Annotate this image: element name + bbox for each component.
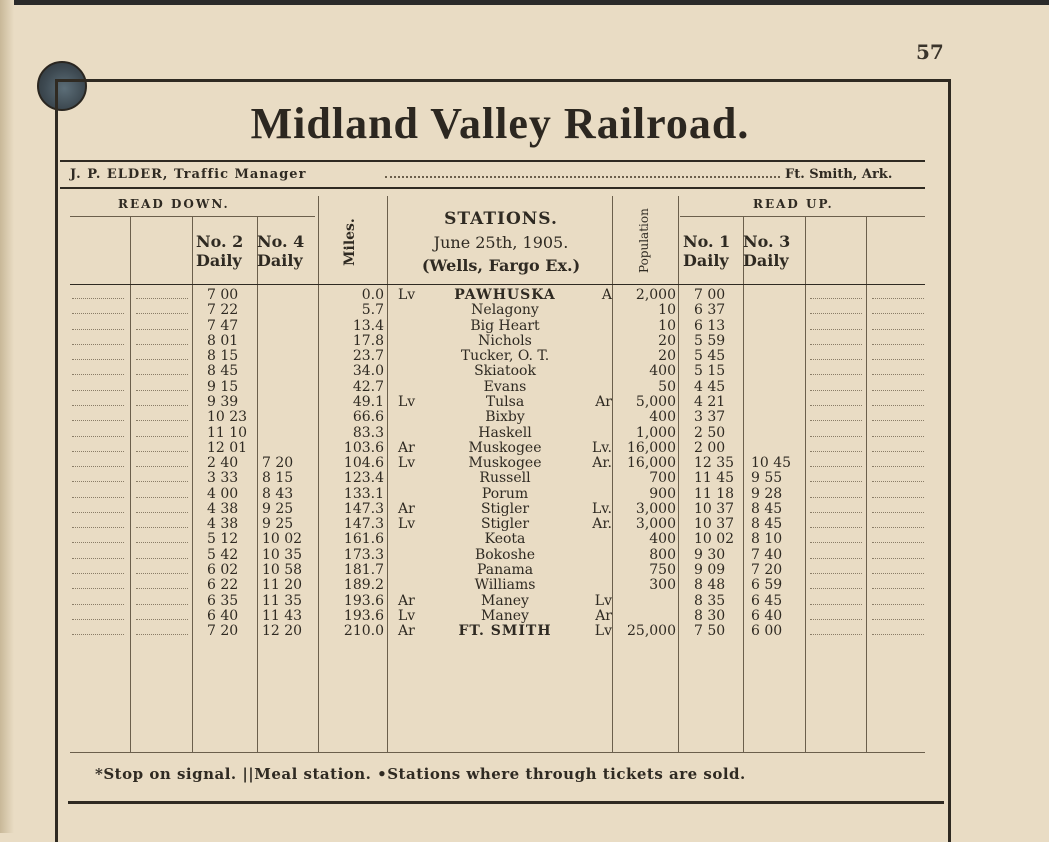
miles-value: 147.3	[343, 500, 384, 517]
miles-value: 23.7	[352, 348, 384, 365]
train-no2-time: 4 00	[207, 485, 239, 502]
leader-line	[810, 481, 862, 482]
train-no2-time: 11 10	[207, 424, 248, 441]
train-no2-time: 10 23	[207, 409, 248, 426]
leader-line	[872, 390, 924, 391]
leader-line	[872, 512, 924, 513]
traffic-manager: J. P. ELDER, Traffic Manager	[70, 167, 307, 182]
leader-line	[872, 451, 924, 452]
table-row	[0, 548, 1049, 563]
leader-line	[72, 390, 124, 391]
leader-line	[872, 298, 924, 299]
train-no2-time: 4 38	[207, 500, 239, 517]
leader-line	[872, 634, 924, 635]
miles-value: 210.0	[343, 623, 384, 640]
population-value: 400	[649, 409, 676, 426]
miles-value: 17.8	[352, 332, 384, 349]
population-value: 10	[658, 302, 676, 319]
population-header: Population	[637, 208, 651, 273]
train-no1-time: 2 50	[694, 424, 726, 441]
train-no3-time: 6 40	[751, 607, 783, 624]
leader-line	[810, 634, 862, 635]
train-no1-time: 9 30	[694, 546, 726, 563]
station-name: Panama	[476, 562, 534, 579]
leader-line	[810, 329, 862, 330]
station-name: Keota	[484, 531, 526, 548]
table-row	[0, 517, 1049, 532]
leader-line	[810, 558, 862, 559]
leader-line	[872, 374, 924, 375]
train-no4-time: 9 25	[262, 500, 294, 517]
train-no1-time: 2 00	[694, 439, 726, 456]
leader-line	[136, 481, 188, 482]
leader-line	[72, 436, 124, 437]
table-row	[0, 609, 1049, 624]
train-no1-time: 3 37	[694, 409, 726, 426]
direction-right: Lv.	[592, 500, 612, 517]
train-no2-time: 6 02	[207, 562, 239, 579]
train-no3-time: 8 45	[751, 500, 783, 517]
miles-value: 181.7	[343, 562, 384, 579]
train-no2-time: 6 40	[207, 607, 239, 624]
col-no1-header: No. 1 Daily	[683, 232, 731, 270]
leader-line	[136, 436, 188, 437]
leader-line	[136, 497, 188, 498]
train-no1-time: 10 02	[694, 531, 735, 548]
train-no3-time: 10 45	[751, 455, 792, 472]
train-no3-time: 7 20	[751, 562, 783, 579]
population-value: 50	[658, 378, 676, 395]
station-name: Muskogee	[468, 455, 542, 472]
leader-line	[872, 466, 924, 467]
leader-line	[136, 512, 188, 513]
leader-line	[72, 451, 124, 452]
table-row	[0, 410, 1049, 425]
population-value: 700	[649, 470, 676, 487]
leader-line	[136, 374, 188, 375]
table-row	[0, 594, 1049, 609]
direction-right: Ar	[595, 607, 612, 624]
station-name: Porum	[481, 485, 529, 502]
train-no3-time: 8 45	[751, 516, 783, 533]
table-row	[0, 303, 1049, 318]
miles-value: 133.1	[343, 485, 384, 502]
train-no1-time: 7 00	[694, 287, 726, 303]
train-no1-time: 9 09	[694, 562, 726, 579]
station-name: Tucker, O. T.	[460, 348, 550, 365]
direction-right: Lv	[594, 623, 612, 640]
train-no4-time: 11 35	[262, 592, 303, 609]
direction-left: Lv	[398, 516, 416, 533]
miles-value: 189.2	[343, 577, 384, 594]
leader-line	[136, 420, 188, 421]
station-name: Williams	[474, 577, 536, 594]
leader-line	[72, 588, 124, 589]
table-row	[0, 502, 1049, 517]
miles-value: 0.0	[361, 287, 384, 303]
header-rule	[60, 187, 925, 189]
direction-left: Lv	[398, 287, 416, 303]
leader-line	[810, 298, 862, 299]
leader-line	[72, 542, 124, 543]
station-name: Big Heart	[470, 317, 540, 334]
leader-line	[136, 634, 188, 635]
train-no2-time: 6 35	[207, 592, 239, 609]
direction-left: Ar	[398, 623, 415, 640]
title-rule	[60, 160, 925, 162]
leader-line	[810, 420, 862, 421]
direction-left: Ar	[398, 592, 415, 609]
population-value: 1,000	[635, 424, 676, 441]
miles-value: 103.6	[343, 439, 384, 456]
train-no4-time: 8 43	[262, 485, 294, 502]
leader-dots	[385, 176, 780, 178]
leader-line	[72, 619, 124, 620]
direction-left: Ar	[398, 500, 415, 517]
table-row	[0, 487, 1049, 502]
station-name: Haskell	[478, 424, 532, 441]
miles-value: 104.6	[343, 455, 384, 472]
table-row	[0, 349, 1049, 364]
station-name: Nelagony	[471, 302, 539, 319]
leader-line	[810, 466, 862, 467]
train-no3-time: 9 28	[751, 485, 783, 502]
population-value: 16,000	[627, 439, 676, 456]
leader-line	[72, 604, 124, 605]
read-up-rule	[680, 216, 925, 217]
leader-line	[872, 588, 924, 589]
miles-value: 5.7	[361, 302, 384, 319]
train-no2-time: 9 15	[207, 378, 239, 395]
train-no2-time: 7 47	[207, 317, 239, 334]
page-title: Midland Valley Railroad.	[250, 99, 750, 148]
leader-line	[810, 451, 862, 452]
train-no4-time: 8 15	[262, 470, 294, 487]
headquarters: Ft. Smith, Ark.	[785, 167, 893, 182]
read-up-label: READ UP.	[753, 197, 834, 211]
train-no1-time: 8 35	[694, 592, 726, 609]
leader-line	[810, 512, 862, 513]
leader-line	[72, 298, 124, 299]
leader-line	[72, 359, 124, 360]
train-no2-time: 8 45	[207, 363, 239, 380]
miles-value: 193.6	[343, 607, 384, 624]
miles-value: 161.6	[343, 531, 384, 548]
train-no3-time: 9 55	[751, 470, 783, 487]
train-no1-time: 11 45	[694, 470, 735, 487]
table-row	[0, 578, 1049, 593]
leader-line	[872, 497, 924, 498]
train-no2-time: 3 33	[207, 470, 239, 487]
leader-line	[810, 390, 862, 391]
page-number: 57	[916, 40, 944, 64]
train-no4-time: 10 02	[262, 531, 303, 548]
train-no2-time: 9 39	[207, 393, 239, 410]
station-name: Bokoshe	[474, 546, 536, 563]
leader-line	[136, 588, 188, 589]
leader-line	[72, 558, 124, 559]
station-name: Muskogee	[468, 439, 542, 456]
train-no1-time: 6 37	[694, 302, 726, 319]
table-row	[0, 288, 1049, 303]
train-no4-time: 11 43	[262, 607, 303, 624]
station-name: Russell	[479, 470, 531, 487]
leader-line	[136, 359, 188, 360]
train-no2-time: 4 38	[207, 516, 239, 533]
population-value: 16,000	[627, 455, 676, 472]
footer-notes: *Stop on signal. ||Meal station. •Stations where through tickets are sold.	[95, 765, 746, 783]
population-value: 3,000	[635, 516, 676, 533]
station-name: Maney	[481, 607, 529, 624]
table-row	[0, 334, 1049, 349]
table-row	[0, 441, 1049, 456]
population-value: 20	[658, 332, 676, 349]
stations-header: STATIONS. June 25th, 1905. (Wells, Fargo Ex.)	[421, 209, 581, 275]
leader-line	[810, 619, 862, 620]
miles-value: 173.3	[343, 546, 384, 563]
miles-value: 123.4	[343, 470, 384, 487]
train-no4-time: 12 20	[262, 623, 303, 640]
leader-line	[136, 329, 188, 330]
train-no4-time: 11 20	[262, 577, 303, 594]
leader-line	[872, 527, 924, 528]
train-no3-time: 7 40	[751, 546, 783, 563]
leader-line	[136, 390, 188, 391]
col-no2-header: No. 2 Daily	[196, 232, 244, 270]
table-row	[0, 380, 1049, 395]
train-no1-time: 10 37	[694, 500, 735, 517]
direction-right: Lv.	[592, 439, 612, 456]
train-no4-time: 9 25	[262, 516, 294, 533]
table-bottom-rule	[70, 752, 925, 753]
population-value: 5,000	[635, 393, 676, 410]
table-row	[0, 426, 1049, 441]
train-no2-time: 2 40	[207, 455, 239, 472]
miles-header: Miles.	[342, 218, 358, 266]
leader-line	[872, 619, 924, 620]
leader-line	[810, 405, 862, 406]
population-value: 750	[649, 562, 676, 579]
table-row	[0, 456, 1049, 471]
direction-left: Lv	[398, 455, 416, 472]
miles-value: 42.7	[352, 378, 384, 395]
leader-line	[872, 313, 924, 314]
leader-line	[72, 420, 124, 421]
train-no1-time: 6 13	[694, 317, 726, 334]
leader-line	[136, 542, 188, 543]
leader-line	[810, 573, 862, 574]
train-no3-time: 6 45	[751, 592, 783, 609]
population-value: 400	[649, 531, 676, 548]
col-no4-header: No. 4 Daily	[257, 232, 305, 270]
leader-line	[810, 604, 862, 605]
train-no1-time: 4 21	[694, 393, 726, 410]
train-no1-time: 11 18	[694, 485, 735, 502]
leader-line	[810, 527, 862, 528]
leader-line	[136, 558, 188, 559]
population-value: 10	[658, 317, 676, 334]
miles-value: 66.6	[352, 409, 384, 426]
leader-line	[872, 481, 924, 482]
train-no4-time: 10 58	[262, 562, 303, 579]
read-down-label: READ DOWN.	[118, 197, 230, 211]
miles-value: 193.6	[343, 592, 384, 609]
leader-line	[72, 329, 124, 330]
population-value: 3,000	[635, 500, 676, 517]
table-row	[0, 319, 1049, 334]
miles-value: 49.1	[352, 393, 384, 410]
miles-value: 34.0	[352, 363, 384, 380]
table-row	[0, 563, 1049, 578]
leader-line	[810, 436, 862, 437]
top-bar	[0, 0, 1049, 5]
leader-line	[136, 604, 188, 605]
leader-line	[72, 344, 124, 345]
miles-value: 83.3	[352, 424, 384, 441]
leader-line	[872, 604, 924, 605]
table-row	[0, 395, 1049, 410]
station-name: Maney	[481, 592, 529, 609]
train-no1-time: 4 45	[694, 378, 726, 395]
leader-line	[136, 344, 188, 345]
col-no3-header: No. 3 Daily	[743, 232, 791, 270]
leader-line	[136, 451, 188, 452]
leader-line	[872, 573, 924, 574]
direction-right: Ar.	[592, 516, 612, 533]
leader-line	[72, 313, 124, 314]
train-no3-time: 6 59	[751, 577, 783, 594]
train-no1-time: 8 30	[694, 607, 726, 624]
direction-left: Ar	[398, 439, 415, 456]
leader-line	[810, 374, 862, 375]
direction-left: Lv	[398, 393, 416, 410]
train-no1-time: 7 50	[694, 623, 726, 640]
train-no2-time: 7 00	[207, 287, 239, 303]
leader-line	[872, 359, 924, 360]
miles-value: 147.3	[343, 516, 384, 533]
station-name: Stigler	[480, 516, 530, 533]
table-row	[0, 624, 1049, 639]
train-no2-time: 5 12	[207, 531, 239, 548]
leader-line	[136, 405, 188, 406]
train-no2-time: 7 20	[207, 623, 239, 640]
direction-right: A	[601, 287, 612, 303]
table-row	[0, 364, 1049, 379]
leader-line	[810, 542, 862, 543]
leader-line	[72, 634, 124, 635]
train-no2-time: 8 15	[207, 348, 239, 365]
population-value: 900	[649, 485, 676, 502]
station-name: Skiatook	[474, 363, 536, 380]
leader-line	[872, 405, 924, 406]
direction-left: Lv	[398, 607, 416, 624]
train-no4-time: 10 35	[262, 546, 303, 563]
leader-line	[810, 359, 862, 360]
leader-line	[72, 573, 124, 574]
train-no1-time: 8 48	[694, 577, 726, 594]
train-no1-time: 12 35	[694, 455, 735, 472]
leader-line	[136, 313, 188, 314]
train-no4-time: 7 20	[262, 455, 294, 472]
station-name: Nichols	[478, 332, 532, 349]
train-no3-time: 8 10	[751, 531, 783, 548]
population-value: 800	[649, 546, 676, 563]
station-name: Bixby	[485, 409, 525, 426]
train-no1-time: 5 15	[694, 363, 726, 380]
leader-line	[872, 558, 924, 559]
leader-line	[72, 512, 124, 513]
table-row	[0, 532, 1049, 547]
leader-line	[872, 344, 924, 345]
train-no3-time: 6 00	[751, 623, 783, 640]
leader-line	[72, 374, 124, 375]
population-value: 20	[658, 348, 676, 365]
population-value: 400	[649, 363, 676, 380]
train-no2-time: 8 01	[207, 332, 239, 349]
leader-line	[810, 588, 862, 589]
train-no2-time: 7 22	[207, 302, 239, 319]
leader-line	[72, 481, 124, 482]
train-no1-time: 5 59	[694, 332, 726, 349]
direction-right: Lv	[594, 592, 612, 609]
direction-right: Ar.	[592, 455, 612, 472]
footer-rule	[68, 801, 944, 804]
leader-line	[810, 497, 862, 498]
leader-line	[136, 466, 188, 467]
miles-value: 13.4	[352, 317, 384, 334]
train-no2-time: 5 42	[207, 546, 239, 563]
station-name: Tulsa	[485, 393, 525, 410]
train-no1-time: 10 37	[694, 516, 735, 533]
leader-line	[136, 527, 188, 528]
leader-line	[136, 298, 188, 299]
leader-line	[72, 497, 124, 498]
train-no2-time: 12 01	[207, 439, 248, 456]
station-name: Evans	[483, 378, 527, 395]
leader-line	[872, 542, 924, 543]
leader-line	[810, 313, 862, 314]
station-name: Stigler	[480, 500, 530, 517]
train-no1-time: 5 45	[694, 348, 726, 365]
train-no2-time: 6 22	[207, 577, 239, 594]
population-value: 2,000	[635, 287, 676, 303]
leader-line	[136, 573, 188, 574]
leader-line	[810, 344, 862, 345]
direction-right: Ar	[595, 393, 612, 410]
leader-line	[872, 420, 924, 421]
station-name: FT. SMITH	[458, 623, 552, 640]
leader-line	[72, 466, 124, 467]
station-name: PAWHUSKA	[454, 287, 556, 303]
leader-line	[72, 405, 124, 406]
leader-line	[872, 436, 924, 437]
table-row	[0, 471, 1049, 486]
leader-line	[136, 619, 188, 620]
population-value: 25,000	[627, 623, 676, 640]
population-value: 300	[649, 577, 676, 594]
table-header-rule	[70, 284, 925, 285]
leader-line	[872, 329, 924, 330]
leader-line	[72, 527, 124, 528]
